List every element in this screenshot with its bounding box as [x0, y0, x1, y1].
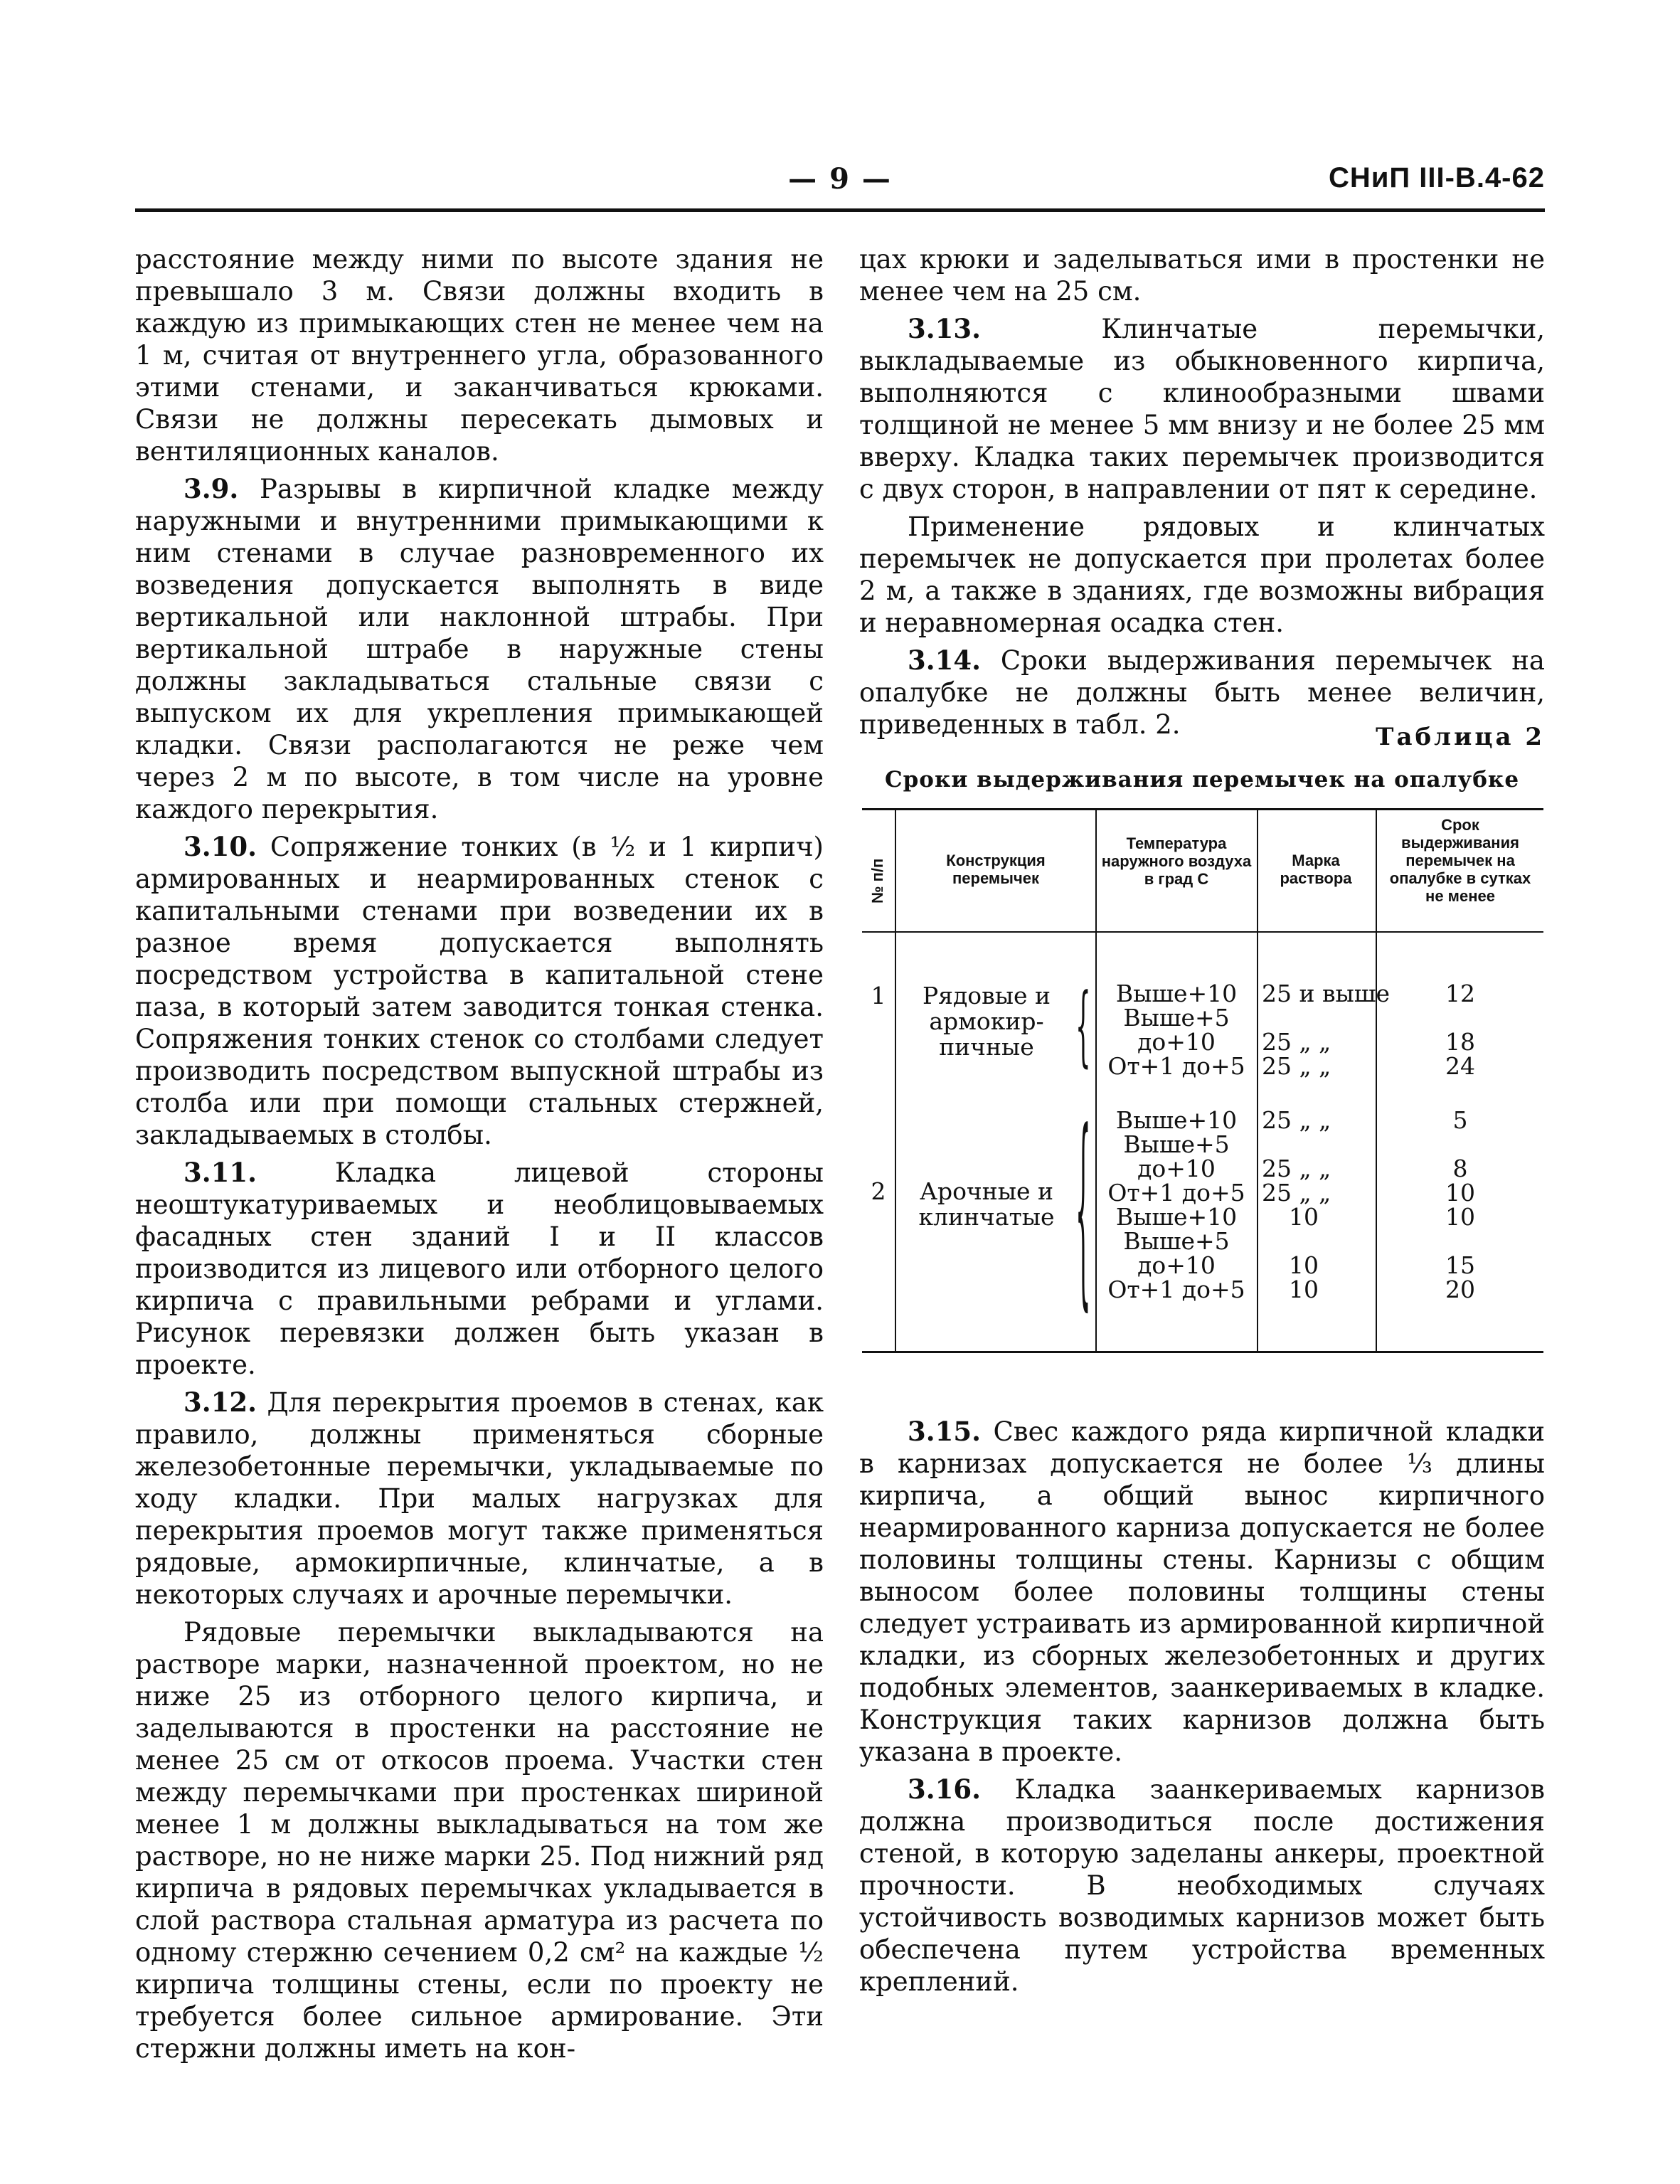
page-number: — 9 —	[788, 162, 892, 196]
header-construction: Конструкция перемычек	[946, 852, 1046, 887]
column-divider	[1376, 810, 1377, 1351]
column-divider	[1257, 810, 1258, 1351]
brace: {	[1075, 1089, 1091, 1335]
paragraph: 3.9. Разрывы в кирпичной кладке между наружными и внутренними примыкающими к ним стенами в случае разновременного их возведения допускается выполнять в виде вертикальной или наклонной штрабы. При вертикальной штрабе в наружные стены должны закладываться стальные связи с выпуском их для укрепления примыкающей кладки. Связи располагаются не реже чем через 2 м по высоте, в том числе на уровне каждого перекрытия.	[135, 473, 824, 825]
days-cell: 20	[1445, 1276, 1475, 1303]
temp-cell: Выше+5	[1123, 1004, 1230, 1032]
temp-cell: до+10	[1137, 1155, 1216, 1182]
column-divider	[1095, 810, 1097, 1351]
temp-cell: От+1 до+5	[1107, 1052, 1245, 1080]
days-cell: 8	[1452, 1155, 1468, 1182]
days-cell: 24	[1445, 1052, 1475, 1080]
temp-cell: Выше+5	[1123, 1130, 1230, 1158]
days-cell: 5	[1452, 1106, 1468, 1134]
paragraph: Применение рядовых и клинчатых перемычек не допускается при пролетах более 2 м, а также в зданиях, где возможны вибрация и неравномерная осадка стен.	[859, 511, 1545, 638]
group-construction: Рядовые и армокир-пичные	[922, 982, 1051, 1061]
mark-cell: 10	[1289, 1251, 1319, 1279]
header-num: № п/п	[868, 858, 886, 903]
header-divider	[862, 931, 1543, 933]
mark-cell: 25 „ „	[1262, 1179, 1331, 1207]
paragraph: Рядовые перемычки выкладываются на растворе марки, назначенной проектом, но не ниже 25 из отборного целого кирпича, и заделываются в простенки на расстояние не менее 25 см от откосов проема. Участки стен между перемычками при простенках шириной менее 1 м должны выкладываться на том же растворе, но не ниже марки 25. Под нижний ряд кирпича в рядовых перемычках укладывается в слой раствора стальная арматура из расчета по одному стержню сечением 0,2 см² на каждые ½ кирпича толщины стены, если по проекту не требуется более сильное армирование. Эти стержни должны иметь на кон-	[135, 1617, 824, 2064]
paragraph: 3.12. Для перекрытия проемов в стенах, как правило, должны применяться сборные железобетонные перемычки, укладываемые по ходу кладки. При малых нагрузках для перекрытия проемов могут также применяться рядовые, армокирпичные, клинчатые, а в некоторых случаях и арочные перемычки.	[135, 1387, 824, 1610]
temp-cell: Выше+10	[1115, 1203, 1238, 1231]
table-title: Сроки выдерживания перемычек на опалубке	[884, 767, 1520, 793]
header-rule	[135, 208, 1545, 212]
paragraph: 3.16. Кладка заанкериваемых карнизов должна производиться после достижения стеной, в которую заделаны анкеры, проектной прочности. В необходимых случаях устойчивость возводимых карнизов может быть обеспечена путем устройства временных креплений.	[859, 1774, 1545, 1997]
header-temperature: Температура наружного воздуха в град С	[1101, 834, 1252, 888]
temp-cell: до+10	[1137, 1251, 1216, 1279]
days-cell: 10	[1445, 1203, 1475, 1231]
days-cell: 15	[1445, 1251, 1475, 1279]
mark-cell: 25 „ „	[1262, 1028, 1331, 1056]
document-code: СНиП III-В.4-62	[1329, 162, 1545, 194]
temp-cell: Выше+5	[1123, 1227, 1230, 1255]
mark-cell: 10	[1289, 1276, 1319, 1303]
table-label: Таблица 2	[1376, 723, 1545, 751]
data-table	[862, 808, 1543, 1353]
page-header	[135, 162, 1545, 205]
mark-cell: 25 „ „	[1262, 1052, 1331, 1080]
paragraph: 3.13. Клинчатые перемычки, выкладываемые из обыкновенного кирпича, выполняются с клинообразными швами толщиной не менее 5 мм внизу и не более 25 мм вверху. Кладка таких перемычек производится с двух сторон, в направлении от пят к середине.	[859, 313, 1545, 504]
left-column	[135, 243, 824, 2070]
paragraph: 3.11. Кладка лицевой стороны неоштукатуриваемых и необлицовываемых фасадных стен зданий I и II классов производится из лицевого или отборного целого кирпича с правильными ребрами и углами. Рисунок перевязки должен быть указан в проекте.	[135, 1157, 824, 1380]
right-column-top	[859, 243, 1545, 746]
mark-cell: 25 „ „	[1262, 1155, 1331, 1182]
paragraph: расстояние между ними по высоте здания не превышало 3 м. Связи должны входить в каждую из примыкающих стен не менее чем на 1 м, считая от внутреннего угла, образованного этими стенами, и заканчиваться крюками. Связи не должны пересекать дымовых и вентиляционных каналов.	[135, 244, 824, 467]
header-term: Срок выдерживания перемычек на опалубке в сутках не менее	[1389, 816, 1531, 905]
temp-cell: От+1 до+5	[1107, 1276, 1245, 1303]
paragraph: 3.10. Сопряжение тонких (в ½ и 1 кирпич) армированных и неармированных стенок с капитальными стенами при возведении их в разное время допускается выполнять посредством устройства в капитальной стене паза, в который затем заводится тонкая стенка. Сопряжения тонких стенок со столбами следует производить посредством выпускной штрабы из столба или при помощи стальных стержней, закладываемых в столбы.	[135, 831, 824, 1150]
header-mark: Марка раствора	[1280, 852, 1352, 887]
right-column-bottom	[859, 1416, 1545, 2003]
temp-cell: до+10	[1137, 1028, 1216, 1056]
temp-cell: Выше+10	[1115, 1106, 1238, 1134]
mark-cell: 10	[1289, 1203, 1319, 1231]
mark-cell: 25 „ „	[1262, 1106, 1331, 1134]
temp-cell: От+1 до+5	[1107, 1179, 1245, 1207]
days-cell: 10	[1445, 1179, 1475, 1207]
paragraph: цах крюки и заделываться ими в простенки не менее чем на 25 см.	[859, 244, 1545, 307]
group-number: 1	[871, 982, 886, 1009]
days-cell: 18	[1445, 1028, 1475, 1056]
brace: {	[1075, 975, 1091, 1078]
column-divider	[895, 810, 896, 1351]
group-construction: Арочные и клинчатые	[918, 1177, 1055, 1231]
group-number: 2	[871, 1177, 886, 1205]
mark-cell: 25 и выше	[1262, 980, 1391, 1007]
temp-cell: Выше+10	[1115, 980, 1238, 1007]
paragraph: 3.15. Свес каждого ряда кирпичной кладки в карнизах допускается не более ⅓ длины кирпича, а общий вынос кирпичного неармированного карниза допускается не более половины толщины стены. Карнизы с общим выносом более половины толщины стены следует устраивать из армированной кирпичной кладки, из сборных железобетонных и других подобных элементов, заанкериваемых в кладке. Конструкция таких карнизов должна быть указана в проекте.	[859, 1416, 1545, 1767]
paragraph: 3.14. Сроки выдерживания перемычек на опалубке не должны быть менее величин, приведенных в табл. 2.	[859, 645, 1545, 740]
days-cell: 12	[1445, 980, 1475, 1007]
